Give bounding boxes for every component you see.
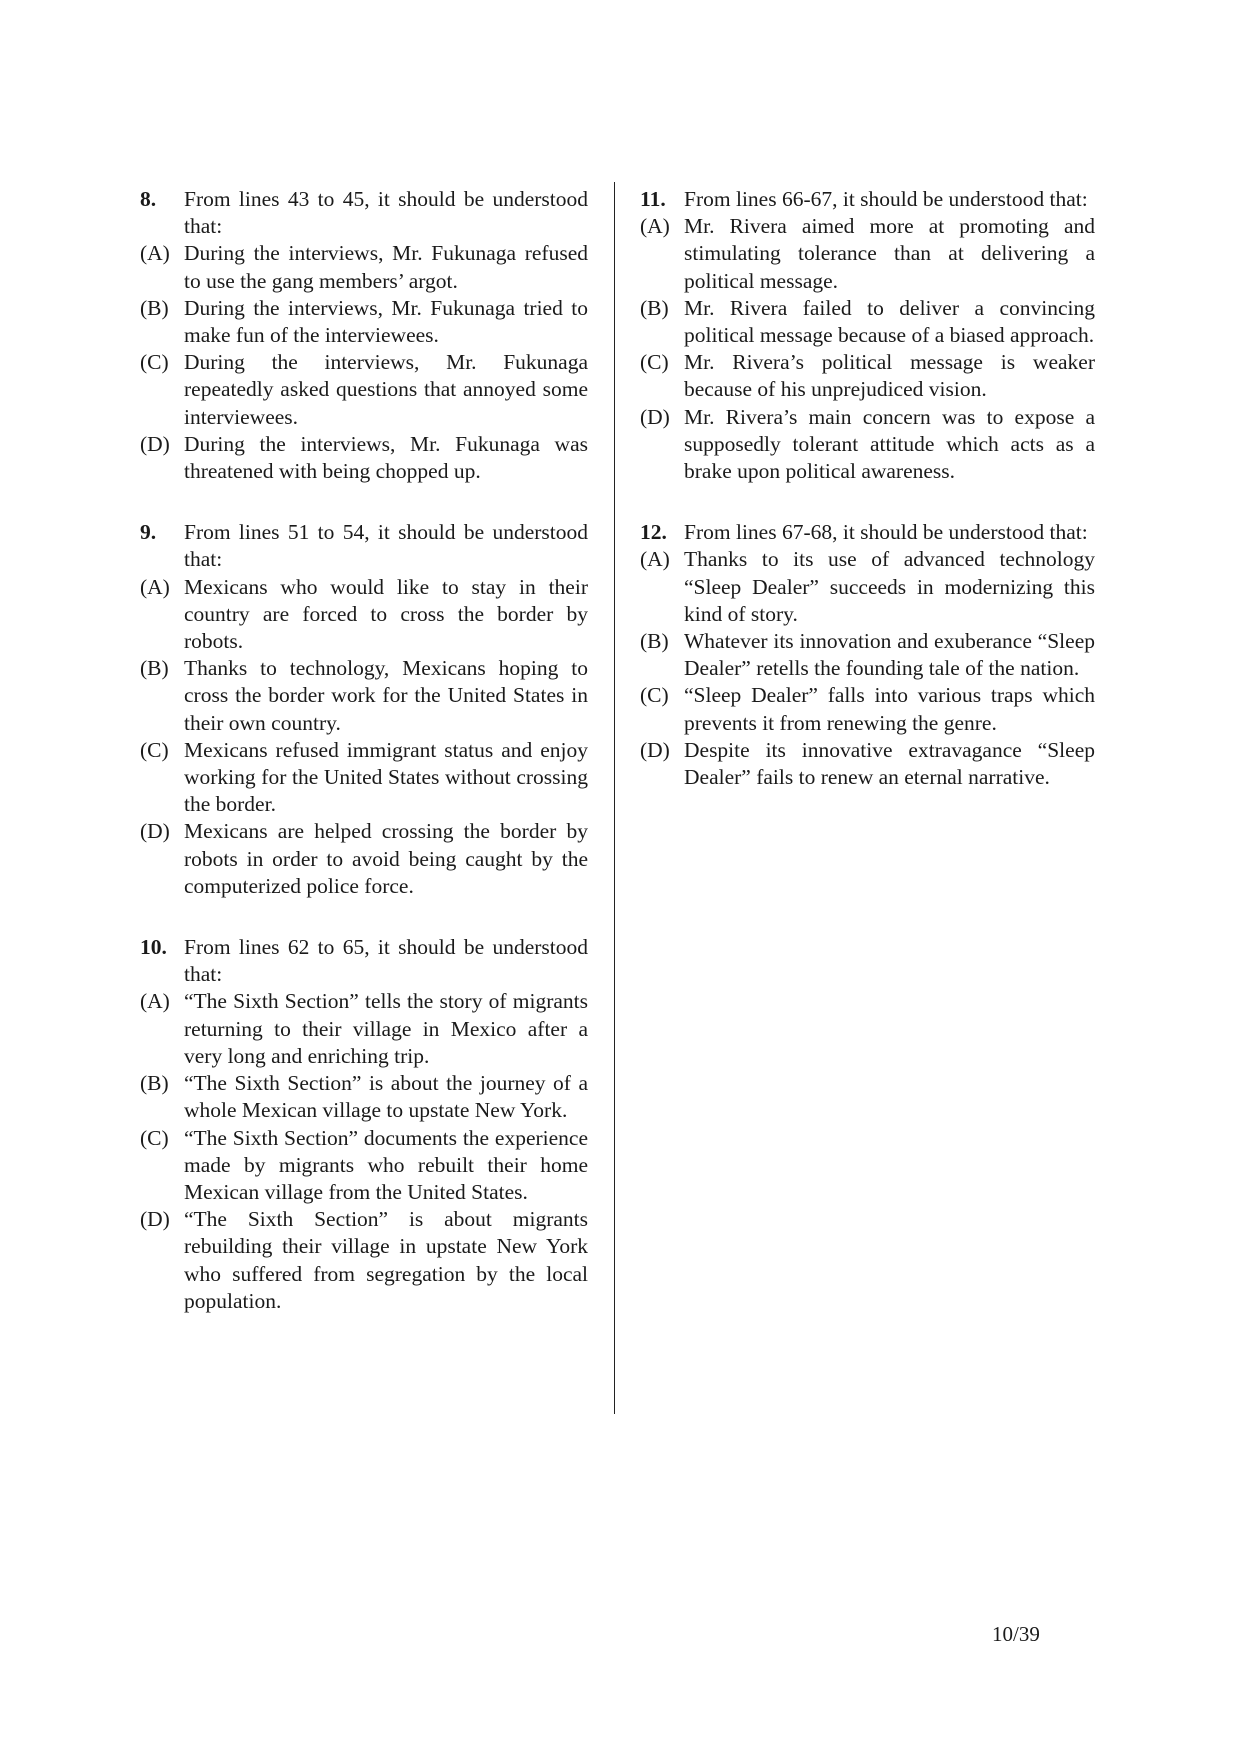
option-text: “The Sixth Section” documents the experience made by migrants who rebuilt their home Mexican village from the United States. xyxy=(184,1125,588,1204)
option-d xyxy=(140,431,588,485)
option-text: Mr. Rivera’s main concern was to expose a supposedly tolerant attitude which acts as a brake upon political awareness. xyxy=(684,404,1095,484)
option-letter: (D) xyxy=(640,737,670,762)
column-divider xyxy=(614,182,615,1414)
option-a xyxy=(640,546,1095,628)
option-letter: (A) xyxy=(640,214,670,239)
option-c xyxy=(140,1125,588,1207)
question-8 xyxy=(140,186,588,485)
option-letter: (A) xyxy=(640,547,670,572)
question-stem: From lines 66-67, it should be understood that: xyxy=(684,187,1088,211)
option-b xyxy=(140,295,588,349)
option-text: Mexicans who would like to stay in their country are forced to cross the border by robots. xyxy=(184,574,588,654)
option-text: During the interviews, Mr. Fukunaga repeatedly asked questions that annoyed some interviewees. xyxy=(184,350,588,429)
option-text: During the interviews, Mr. Fukunaga refused to use the gang members’ argot. xyxy=(184,241,588,293)
option-letter: (D) xyxy=(140,1207,170,1232)
option-letter: (B) xyxy=(640,629,669,654)
left-column xyxy=(140,186,588,1349)
option-letter: (C) xyxy=(140,350,169,375)
option-b xyxy=(140,1070,588,1124)
option-letter: (C) xyxy=(640,350,669,375)
right-column xyxy=(640,186,1095,825)
option-text: During the interviews, Mr. Fukunaga was threatened with being chopped up. xyxy=(184,431,588,484)
option-text: Mr. Rivera’s political message is weaker because of his unprejudiced vision. xyxy=(684,350,1095,402)
option-text: Despite its innovative extravagance “Sleep Dealer” fails to renew an eternal narrative. xyxy=(684,737,1095,790)
option-text: Mexicans are helped crossing the border by robots in order to avoid being caught by the computerized police force. xyxy=(184,819,588,898)
option-c xyxy=(140,737,588,819)
option-text: Thanks to technology, Mexicans hoping to cross the border work for the United States in their own country. xyxy=(184,656,588,735)
option-d xyxy=(640,737,1095,791)
question-stem: From lines 67-68, it should be understood that: xyxy=(684,520,1088,545)
option-letter: (A) xyxy=(140,574,170,599)
option-text: Mr. Rivera aimed more at promoting and stimulating tolerance than at delivering a political message. xyxy=(684,214,1095,293)
option-text: “The Sixth Section” tells the story of migrants returning to their village in Mexico after a very long and enriching trip. xyxy=(184,989,588,1068)
option-d xyxy=(140,1206,588,1315)
question-12 xyxy=(640,519,1095,791)
option-text: Thanks to its use of advanced technology “Sleep Dealer” succeeds in modernizing this kind of story. xyxy=(684,547,1095,626)
option-text: “The Sixth Section” is about migrants rebuilding their village in upstate New York who suffered from segregation by the local population. xyxy=(184,1207,588,1313)
option-text: “Sleep Dealer” falls into various traps which prevents it from renewing the genre. xyxy=(684,683,1095,735)
option-c xyxy=(640,682,1095,736)
question-9 xyxy=(140,519,588,900)
question-number: 10. xyxy=(140,935,167,960)
option-b xyxy=(640,295,1095,349)
question-number: 9. xyxy=(140,520,157,545)
question-stem: From lines 43 to 45, it should be understood that: xyxy=(184,187,588,239)
question-stem: From lines 51 to 54, it should be understood that: xyxy=(184,520,588,572)
option-a xyxy=(640,213,1095,295)
option-c xyxy=(640,349,1095,403)
option-a xyxy=(140,574,588,656)
option-letter: (A) xyxy=(140,989,170,1014)
question-10 xyxy=(140,934,588,1315)
option-letter: (C) xyxy=(140,737,169,762)
option-text: Whatever its innovation and exuberance “Sleep Dealer” retells the founding tale of the nation. xyxy=(684,629,1095,681)
question-stem: From lines 62 to 65, it should be understood that: xyxy=(184,935,588,987)
question-number: 12. xyxy=(640,520,667,545)
option-text: During the interviews, Mr. Fukunaga tried to make fun of the interviewees. xyxy=(184,295,588,348)
option-letter: (B) xyxy=(140,656,169,681)
option-letter: (D) xyxy=(140,819,170,844)
option-letter: (B) xyxy=(140,1071,169,1096)
option-letter: (B) xyxy=(640,295,669,320)
option-a xyxy=(140,988,588,1070)
option-letter: (A) xyxy=(140,241,170,266)
option-letter: (D) xyxy=(640,404,670,429)
option-a xyxy=(140,240,588,294)
question-number: 8. xyxy=(140,187,157,211)
question-11 xyxy=(640,186,1095,485)
page-number: 10/39 xyxy=(992,1622,1040,1646)
option-text: Mr. Rivera failed to deliver a convincing political message because of a biased approach. xyxy=(684,295,1095,348)
option-letter: (B) xyxy=(140,295,169,320)
question-number: 11. xyxy=(640,187,666,211)
option-letter: (C) xyxy=(640,683,669,708)
option-text: “The Sixth Section” is about the journey of a whole Mexican village to upstate New York. xyxy=(184,1071,588,1123)
option-letter: (C) xyxy=(140,1125,169,1150)
option-text: Mexicans refused immigrant status and enjoy working for the United States without crossing the border. xyxy=(184,737,588,817)
option-letter: (D) xyxy=(140,431,170,456)
option-c xyxy=(140,349,588,431)
option-d xyxy=(640,404,1095,486)
option-b xyxy=(140,655,588,737)
option-d xyxy=(140,818,588,900)
option-b xyxy=(640,628,1095,682)
